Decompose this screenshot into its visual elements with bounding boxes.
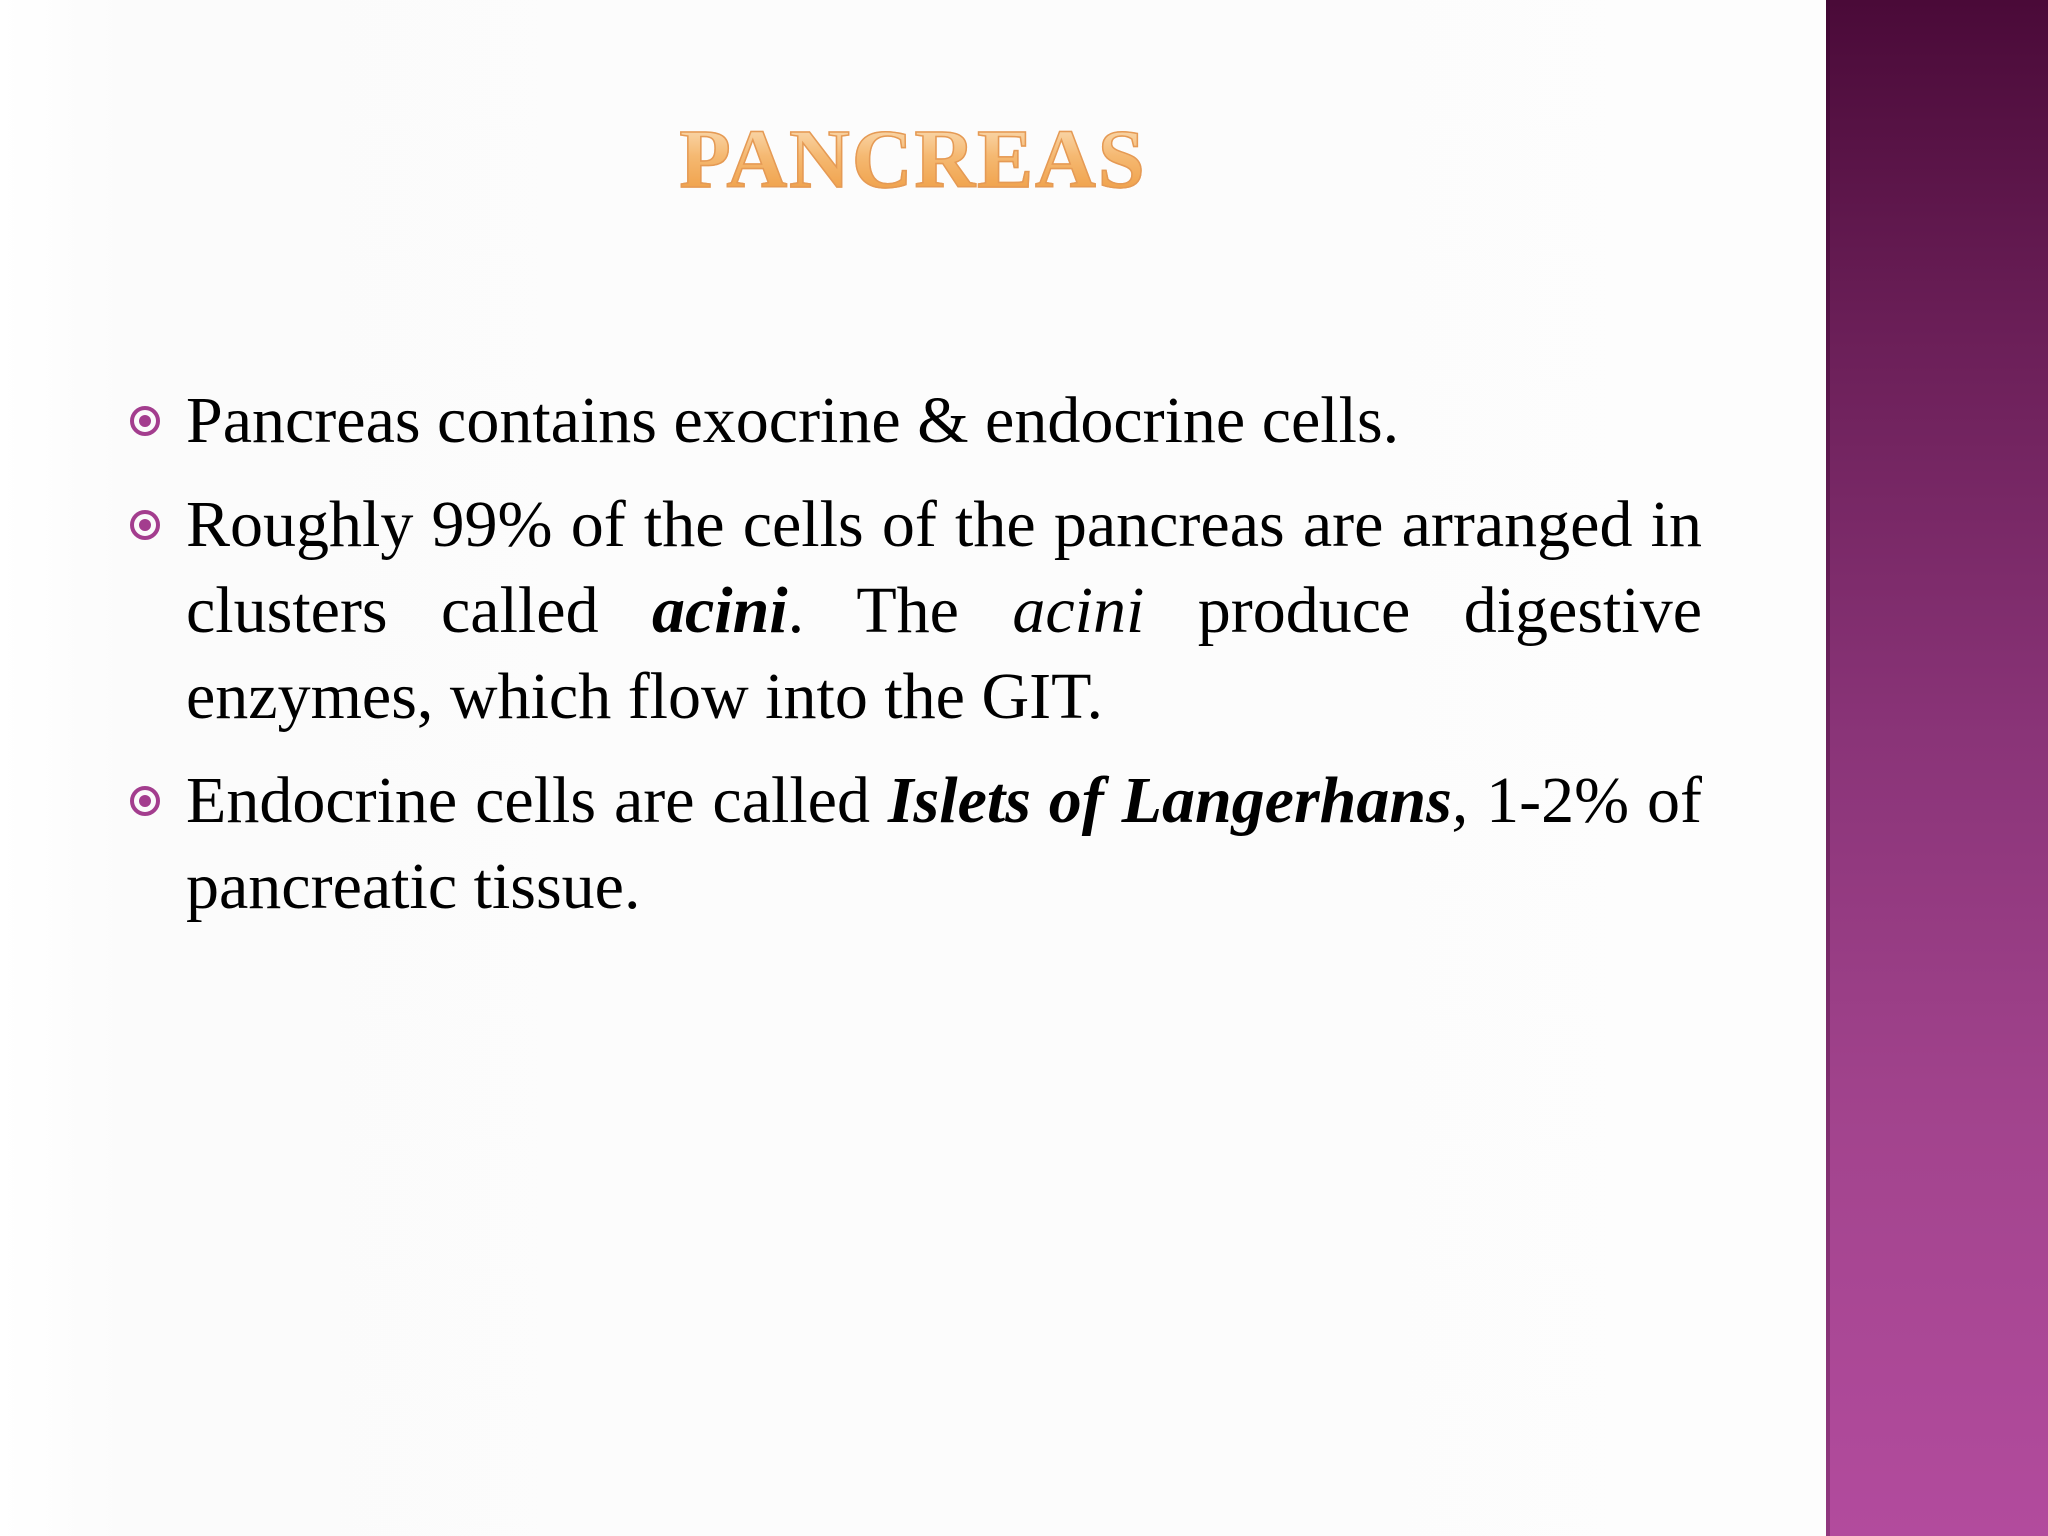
bullet-item-2 (130, 482, 1702, 740)
bullet-2-text-part1: Roughly 99% of the cells of the pancreas are arranged in clusters called (186, 488, 1702, 647)
bullet-2-term-acini: acini (651, 574, 788, 647)
side-band-edge (1826, 0, 1830, 1536)
circled-dot-icon (130, 406, 160, 436)
circled-dot-icon (130, 786, 160, 816)
bullet-1-text: Pancreas contains exocrine & endocrine cells. (186, 384, 1400, 457)
bullet-2-term-acini-italic: acini (1012, 574, 1145, 647)
bullet-3-text-part1: Endocrine cells are called (186, 764, 888, 837)
bullet-item-1 (130, 378, 1702, 464)
slide-title: PANCREAS (0, 118, 1826, 202)
circled-dot-icon (130, 510, 160, 540)
bullet-3-term-islets: Islets of Langerhans (887, 764, 1452, 837)
bullet-item-3 (130, 758, 1702, 930)
bullet-3-text-part2: 1-2% of pancreatic tissue. (186, 764, 1702, 923)
side-decoration-band (1826, 0, 2048, 1536)
bullet-list (130, 378, 1702, 948)
bullet-2-text-part2: . The (787, 574, 1013, 647)
bullet-2-text-part3: produce digestive enzymes, which flow into the GIT. (186, 574, 1702, 733)
bullet-3-comma: , (1451, 764, 1469, 837)
